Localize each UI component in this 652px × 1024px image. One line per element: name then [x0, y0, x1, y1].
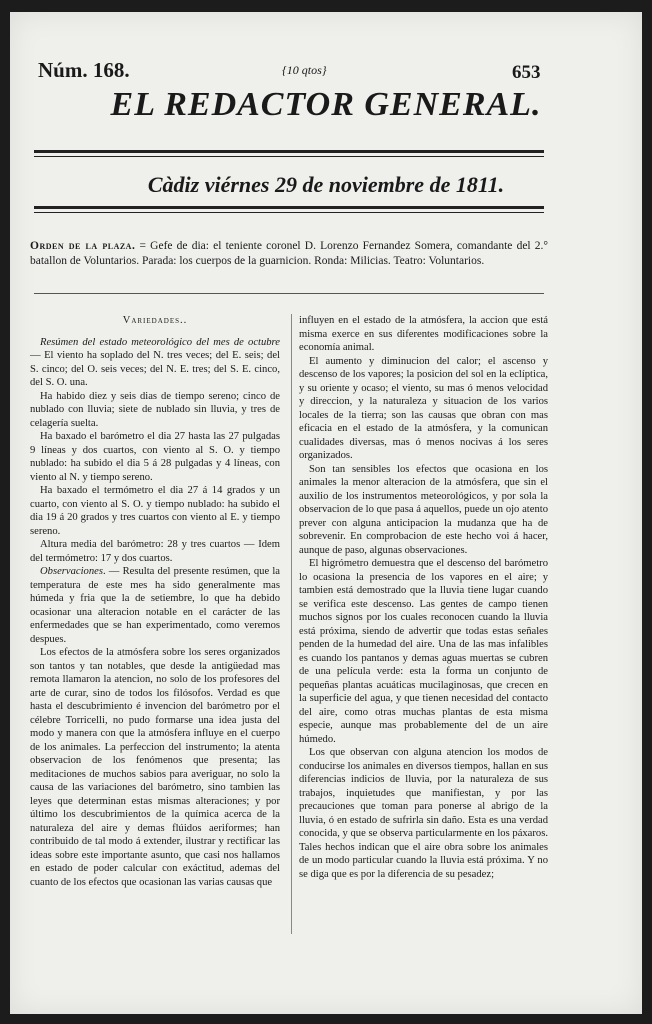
observaciones-heading: Observaciones	[40, 566, 103, 577]
dateline-rule-thick	[34, 206, 544, 209]
article-paragraph: Ha habido diez y seis dias de tiempo sereno; cinco de nublado con lluvia; siete de nublado sin lluvia, y tres de celagería suelta.	[30, 390, 280, 429]
resumen-heading: Resúmen del estado meteorológico del mes de octubre	[40, 336, 280, 348]
issue-number: Núm. 168.	[38, 58, 130, 82]
article-paragraph: Son tan sensibles los efectos que ocasiona en los animales la menor alteracion de la atmósfera, que sin el auxilio de los instrumentos meteorológicos, y por sola la observacion de lo que pasa á aquellos, puede un ojo atento prever con alguna anticipacion la mudanza que ha de sobrevenir. En comprobacion de este hecho voi á hacer, aunque de paso, algunas observaciones.	[299, 463, 548, 556]
article-paragraph: Ha baxado el termómetro el dia 27 á 14 grados y un cuarto, con viento al S. O. y tiempo nublado: ha subido el dia 19 á 20 grados y tres cuartos con viento al E. y tiempo sereno.	[30, 485, 280, 537]
section-title: Variedades..	[122, 315, 188, 326]
orden-label: Orden de la plaza.	[30, 240, 136, 252]
dateline-rule-thin	[34, 212, 544, 213]
right-column	[299, 314, 548, 881]
article-paragraph: El higrómetro demuestra que el descenso del barómetro lo ocasiona la presencia de los vapores en el aire; y tambien está demostrado que la lluvia tiene lugar cuando se verifica este descenso. Las gentes de campo tienen muchos signos por los cuales reconocen cuando la lluvia está próxima, siendo de advertir que todas estas señales penden de la humedad del aire. Una de las mas infalibles es cuando los pantanos y demas aguas muertas se cubren de una película verde: esta la forma un conjunto de pequeñas plantas acuáticas mucilaginosas, que crecen en la superficie del agua, y que tienen necesidad del contacto del aire, como otras muchas plantas de esta misma especie, aunque mas probablemente del de un aire húmedo.	[299, 558, 548, 745]
article-paragraph: Ha baxado el barómetro el dia 27 hasta las 27 pulgadas 9 líneas y dos cuartos, con viento al S. O. y tiempo nublado: ha subido el dia 5 á 28 pulgadas y 4 líneas, con viento al N. y tiempo sereno.	[30, 431, 280, 483]
article-paragraph: Los que observan con alguna atencion los modos de conducirse los animales en diversos tiempos, hallan en sus diferencias indicios de lluvia, por la naturaleza de sus trabajos, inquietudes que manifiestan, y por las precauciones que toman para ponerse al abrigo de la lluvia, ó en estado de sufrirla sin daño. Esta es una verdad conocida, y que se observa particularmente en los páxaros. Tales hechos indican que el aire obra sobre los animales de un modo particular cuando la lluvia está próxima. Y no se diga que es por la diferencia de su pesadez;	[299, 747, 548, 880]
left-column	[30, 314, 280, 889]
page-number: 653	[512, 62, 541, 83]
article-paragraph: influyen en el estado de la atmósfera, la accion que está misma exerce en sus diferentes modificaciones sobre la economía animal.	[299, 315, 548, 353]
orden-text: = Gefe de dia: el teniente coronel D. Lorenzo Fernandez Somera, comandante del 2.° batallon de Voluntarios. Parada: los cuerpos de la guarnicion. Ronda: Milicias. Teatro: Voluntarios.	[30, 240, 549, 267]
dateline: Càdiz viérnes 29 de noviembre de 1811.	[147, 172, 505, 197]
masthead-rule-thick	[34, 150, 544, 153]
article-paragraph: El aumento y diminucion del calor; el ascenso y descenso de los vapores; la posicion del sol en la eclíptica, y su oriente y ocaso; el viento, su mas ó menos velocidad y direccion, y la naturaleza y situacion de los varios locales de la tierra; son las causas que obran con mas eficacia en el estado de la atmósfera, y la comunican cualidades diversas, mas ó menos nocivas á los seres organizados.	[299, 355, 548, 461]
column-divider	[291, 314, 292, 934]
orden-rule	[34, 293, 544, 294]
article-paragraph: Los efectos de la atmósfera sobre los seres organizados son tantos y tan notables, que desde la antigüedad mas remota llamaron la atencion, no solo de los profesores del arte de curar, sino de todos los filósofos. Verdad es que hasta el descubrimiento é invencion del barómetro por el célebre Torricelli, no pudo formarse una idea justa del modo y manera con que la atmósfera influye en el cuerpo de los animales. La perfeccion del instrumento; la atenta observacion de los fenómenos que presenta; las meditaciones de muchos sabios para averiguar, no solo la causa de las variaciones del barómetro, sino tambien las leyes que determinan estas mismas alteraciones; y por último los descubrimientos de la química acerca de la naturaleza del aire y demas flúidos aeriformes; han contribuido de tal modo á extender, ilustrar y rectificar las ideas sobre este importante asunto, que casi nos hallamos en estado de poder calcular con exáctitud, ademas del cuanto de los efectos que ocasionan las varias causas que	[30, 647, 280, 888]
article-paragraph: Altura media del barómetro: 28 y tres cuartos — Idem del termómetro: 17 y dos cuartos.	[30, 539, 280, 564]
newspaper-page	[10, 12, 642, 1014]
issue-price: {10 qtos}	[282, 63, 327, 77]
orden-de-la-plaza	[30, 239, 548, 269]
article-paragraph: Resúmen del estado meteorológico del mes de octubre — El viento ha soplado del N. tres veces; del E. seis; del S. cinco; del O. seis veces; del N. E. tres; del S. E. cinco, del S. O. una.	[30, 336, 280, 388]
masthead-rule-thin	[34, 156, 544, 157]
masthead-title: EL REDACTOR GENERAL.	[110, 86, 542, 123]
article-paragraph: Observaciones. — Resulta del presente resúmen, que la temperatura de este mes ha sido generalmente mas húmeda y fria que la de setiembre, lo que ha debido ocasionar una alteracion notable en el carácter de las enfermedades que se han experimentado, como veremos despues.	[30, 566, 280, 645]
